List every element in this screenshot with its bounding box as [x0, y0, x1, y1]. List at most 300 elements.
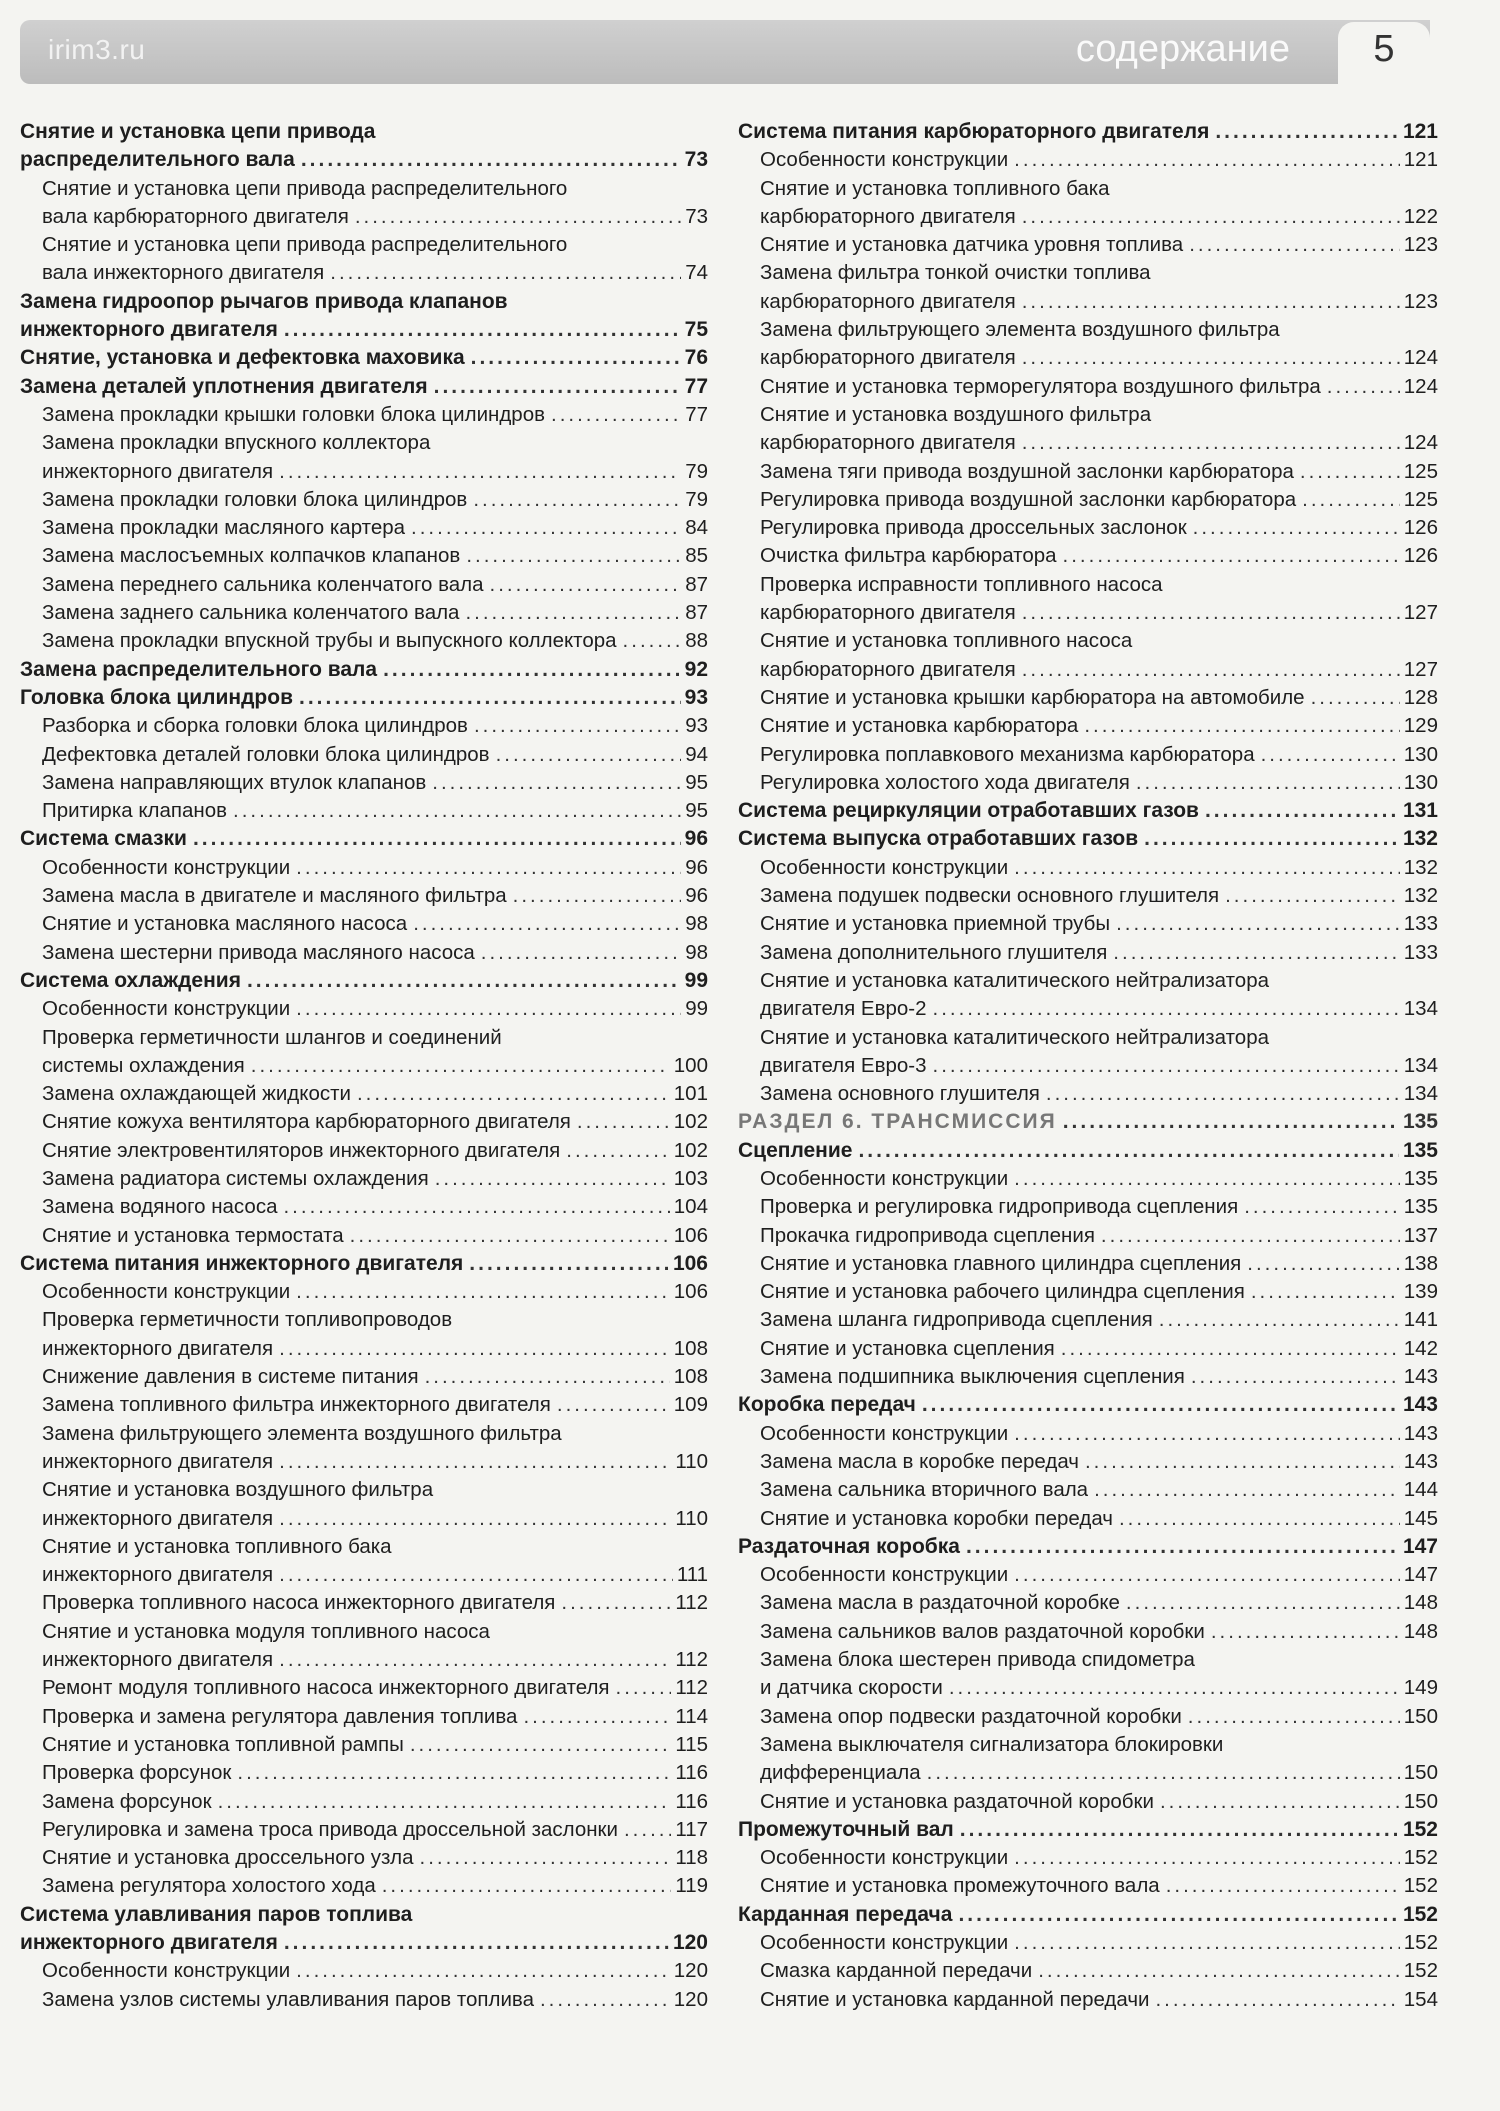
toc-subentry[interactable]: [738, 995, 1438, 1023]
dot-leader: [1014, 1420, 1400, 1448]
toc-entry-title: Замена дополнительного глушителя: [760, 940, 1108, 964]
toc-main-entry[interactable]: [20, 146, 708, 174]
toc-page-number: 152: [1402, 1902, 1438, 1926]
toc-subentry[interactable]: [20, 542, 708, 570]
dot-leader: [279, 458, 681, 486]
toc-subentry[interactable]: [20, 1193, 708, 1221]
toc-subentry[interactable]: [738, 741, 1438, 769]
toc-main-entry[interactable]: [738, 1391, 1438, 1419]
dot-leader: [1251, 1278, 1400, 1306]
toc-subentry[interactable]: [738, 1278, 1438, 1306]
toc-entry-title: Замена подшипника выключения сцепления: [760, 1365, 1185, 1389]
toc-subentry[interactable]: [738, 712, 1438, 740]
toc-page-number: 111: [676, 1563, 708, 1587]
dot-leader: [933, 1052, 1400, 1080]
toc-entry-title: Снятие и установка масляного насоса: [42, 912, 408, 936]
dot-leader: [471, 344, 681, 372]
toc-subentry[interactable]: [738, 1844, 1438, 1872]
toc-entry-title: Замена водяного насоса: [42, 1195, 278, 1219]
dot-leader: [1191, 1363, 1400, 1391]
toc-main-entry[interactable]: [738, 797, 1438, 825]
dot-leader: [1063, 542, 1400, 570]
toc-subentry[interactable]: [20, 1052, 708, 1080]
toc-entry-title: Проверка форсунок: [42, 1761, 232, 1785]
toc-subentry[interactable]: [20, 1646, 708, 1674]
toc-page-number: 95: [685, 770, 708, 794]
toc-subentry[interactable]: [738, 854, 1438, 882]
toc-subentry[interactable]: [738, 373, 1438, 401]
dot-leader: [1014, 1844, 1400, 1872]
toc-entry-title: Замена топливного фильтра инжекторного двигателя: [42, 1393, 551, 1417]
toc-page-number: 120: [673, 1987, 708, 2011]
dot-leader: [355, 203, 681, 231]
toc-page-number: 120: [672, 1931, 708, 1954]
toc-entry-title: Регулировка поплавкового механизма карбюратора: [760, 742, 1255, 766]
toc-subentry[interactable]: [738, 1193, 1438, 1221]
toc-page-number: 147: [1402, 1534, 1438, 1558]
toc-main-entry[interactable]: [20, 1250, 708, 1278]
toc-subentry[interactable]: [738, 1476, 1438, 1504]
toc-page-number: 85: [685, 544, 708, 568]
toc-page-number: 101: [673, 1082, 708, 1106]
toc-page-number: 109: [673, 1393, 708, 1417]
toc-subentry[interactable]: [20, 995, 708, 1023]
toc-page-number: 150: [1403, 1704, 1438, 1728]
toc-subentry[interactable]: [738, 1448, 1438, 1476]
toc-entry-title: Особенности конструкции: [760, 1846, 1009, 1870]
dot-leader: [551, 401, 681, 429]
toc-page-number: 79: [685, 459, 708, 483]
dot-leader: [481, 939, 681, 967]
toc-entry-title: Коробка передач: [738, 1393, 916, 1417]
toc-main-entry[interactable]: [738, 1137, 1438, 1165]
toc-page-number: 106: [673, 1280, 708, 1304]
toc-subentry[interactable]: [20, 203, 708, 231]
dot-leader: [1014, 146, 1400, 174]
toc-subentry[interactable]: [738, 910, 1438, 938]
toc-entry-title: системы охлаждения: [42, 1053, 245, 1077]
dot-leader: [1046, 1080, 1400, 1108]
toc-entry-title: Смазка карданной передачи: [760, 1959, 1033, 1983]
toc-subentry[interactable]: [738, 1872, 1438, 1900]
toc-subentry[interactable]: [738, 882, 1438, 910]
toc-page-number: 144: [1403, 1478, 1438, 1502]
toc-page-number: 128: [1403, 685, 1438, 709]
toc-entry-line: Замена фильтрующего элемента воздушного фильтра: [760, 318, 1280, 342]
toc-entry-line: Снятие и установка цепи привода: [20, 120, 376, 143]
toc-subentry[interactable]: [20, 1278, 708, 1306]
dot-leader: [279, 1505, 671, 1533]
toc-entry-title: Снятие и установка крышки карбюратора на автомобиле: [760, 685, 1305, 709]
dot-leader: [1113, 939, 1399, 967]
toc-entry-title: Снятие и установка раздаточной коробки: [760, 1789, 1154, 1813]
toc-entry-title: Проверка и регулировка гидропривода сцепления: [760, 1195, 1239, 1219]
toc-page-number: 135: [1402, 1138, 1438, 1162]
dot-leader: [1327, 373, 1400, 401]
toc-entry-title: Замена прокладки крышки головки блока цилиндров: [42, 402, 545, 426]
toc-subentry[interactable]: [20, 514, 708, 542]
toc-page-number: 135: [1402, 1110, 1438, 1134]
dot-leader: [279, 1561, 673, 1589]
toc-subentry[interactable]: [20, 1335, 708, 1363]
toc-subentry[interactable]: [738, 656, 1438, 684]
toc-subentry[interactable]: [20, 1137, 708, 1165]
toc-main-entry[interactable]: [20, 1929, 708, 1957]
toc-entry-title: карбюраторного двигателя: [760, 204, 1016, 228]
toc-subentry[interactable]: [20, 1448, 708, 1476]
dot-leader: [233, 797, 681, 825]
toc-subentry[interactable]: [738, 1986, 1438, 2014]
toc-entry-title: Замена регулятора холостого хода: [42, 1874, 376, 1898]
dot-leader: [432, 769, 681, 797]
toc-entry-title: инжекторного двигателя: [42, 1506, 274, 1530]
toc-page-number: 124: [1403, 431, 1438, 455]
dot-leader: [296, 1278, 670, 1306]
toc-subentry[interactable]: [20, 1957, 708, 1985]
toc-page-number: 112: [675, 1648, 708, 1672]
toc-entry-title: инжекторного двигателя: [20, 318, 278, 342]
toc-subentry[interactable]: [738, 486, 1438, 514]
toc-subentry[interactable]: [738, 1363, 1438, 1391]
dot-leader: [296, 1957, 670, 1985]
dot-leader: [561, 1589, 671, 1617]
toc-subentry[interactable]: [738, 1957, 1438, 1985]
dot-leader: [382, 1872, 672, 1900]
dot-leader: [434, 373, 681, 401]
toc-entry-title: двигателя Евро-3: [760, 1053, 927, 1077]
toc-subentry[interactable]: [20, 1222, 708, 1250]
toc-subentry[interactable]: [738, 514, 1438, 542]
toc-subentry[interactable]: [20, 1872, 708, 1900]
toc-subentry[interactable]: [738, 344, 1438, 372]
toc-entry-title: вала инжекторного двигателя: [42, 261, 325, 285]
toc-entry-title: Замена сальника вторичного вала: [760, 1478, 1089, 1502]
toc-main-entry[interactable]: [20, 656, 708, 684]
toc-subentry[interactable]: [738, 458, 1438, 486]
dot-leader: [1022, 656, 1400, 684]
toc-page-number: 87: [685, 601, 708, 625]
toc-page-number: 143: [1403, 1421, 1438, 1445]
toc-main-entry[interactable]: [20, 684, 708, 712]
toc-entry-line: Замена блока шестерен привода спидометра: [760, 1648, 1195, 1672]
toc-subentry[interactable]: [20, 571, 708, 599]
toc-right-column: [738, 118, 1438, 2014]
toc-subentry[interactable]: [738, 429, 1438, 457]
toc-subentry[interactable]: [20, 769, 708, 797]
toc-page-number: 154: [1403, 1987, 1438, 2011]
toc-entry-title: карбюраторного двигателя: [760, 657, 1016, 681]
dot-leader: [247, 967, 681, 995]
toc-page-number: 141: [1403, 1308, 1438, 1332]
toc-subentry[interactable]: [738, 1618, 1438, 1646]
site-name: irim3.ru: [48, 34, 146, 65]
toc-page-number: 132: [1403, 855, 1438, 879]
toc-entry-title: Прокачка гидропривода сцепления: [760, 1223, 1095, 1247]
toc-entry-title: Головка блока цилиндров: [20, 685, 293, 709]
toc-page-number: 134: [1403, 1082, 1438, 1106]
dot-leader: [566, 1137, 670, 1165]
toc-page-number: 118: [675, 1846, 708, 1870]
toc-entry-title: Замена подушек подвески основного глушителя: [760, 884, 1220, 908]
toc-subentry[interactable]: [20, 910, 708, 938]
toc-subentry[interactable]: [738, 203, 1438, 231]
toc-main-entry[interactable]: [20, 344, 708, 372]
toc-subentry[interactable]: [20, 486, 708, 514]
dot-leader: [933, 995, 1400, 1023]
dot-leader: [1188, 1703, 1400, 1731]
toc-subentry[interactable]: [20, 458, 708, 486]
toc-page-number: 102: [673, 1138, 708, 1162]
toc-entry-line: Снятие и установка цепи привода распределительного: [42, 233, 568, 257]
toc-subentry[interactable]: [738, 1674, 1438, 1702]
dot-leader: [949, 1674, 1400, 1702]
toc-subentry[interactable]: [20, 1674, 708, 1702]
toc-page-number: 150: [1403, 1789, 1438, 1813]
toc-subentry[interactable]: [20, 1703, 708, 1731]
toc-subentry[interactable]: [738, 1589, 1438, 1617]
toc-page-number: 112: [675, 1591, 708, 1615]
dot-leader: [1211, 1618, 1400, 1646]
toc-subentry[interactable]: [738, 1250, 1438, 1278]
toc-subentry[interactable]: [738, 1759, 1438, 1787]
toc-entry-line: Замена гидроопор рычагов привода клапанов: [20, 289, 508, 313]
dot-leader: [350, 1222, 670, 1250]
toc-entry-title: и датчика скорости: [760, 1676, 943, 1700]
toc-subentry[interactable]: [20, 939, 708, 967]
dot-leader: [1159, 1306, 1400, 1334]
toc-entry-title: Замена форсунок: [42, 1789, 212, 1813]
dot-leader: [858, 1137, 1398, 1165]
toc-entry-title: Замена узлов системы улавливания паров топлива: [42, 1987, 534, 2011]
toc-entry-title: Снятие и установка терморегулятора воздушного фильтра: [760, 374, 1321, 398]
toc-subentry[interactable]: [20, 1165, 708, 1193]
toc-subentry[interactable]: [738, 231, 1438, 259]
dot-leader: [1189, 231, 1400, 259]
dot-leader: [279, 1646, 671, 1674]
toc-entry-title: Снятие, установка и дефектовка маховика: [20, 346, 465, 370]
toc-page-number: 143: [1403, 1365, 1438, 1389]
dot-leader: [1155, 1986, 1399, 2014]
toc-entry-title: Особенности конструкции: [760, 1421, 1009, 1445]
toc-page-number: 125: [1403, 487, 1438, 511]
toc-entry-title: Система выпуска отработавших газов: [738, 827, 1139, 851]
toc-subentry[interactable]: [20, 1561, 708, 1589]
toc-subentry[interactable]: [20, 712, 708, 740]
toc-entry-title: Замена прокладки головки блока цилиндров: [42, 487, 468, 511]
toc-subentry[interactable]: [738, 1222, 1438, 1250]
toc-subentry[interactable]: [20, 1391, 708, 1419]
toc-entry-line: Снятие и установка топливного бака: [760, 176, 1110, 200]
toc-subentry[interactable]: [20, 1080, 708, 1108]
toc-main-entry[interactable]: [738, 825, 1438, 853]
toc-page-number: 123: [1403, 233, 1438, 257]
dot-leader: [960, 1816, 1399, 1844]
toc-subentry[interactable]: [20, 599, 708, 627]
toc-subentry[interactable]: [738, 939, 1438, 967]
toc-main-entry[interactable]: [20, 316, 708, 344]
toc-subentry[interactable]: [738, 1703, 1438, 1731]
toc-page-number: 149: [1403, 1676, 1438, 1700]
toc-entry-title: Снятие и установка топливной рампы: [42, 1732, 404, 1756]
toc-page-number: 93: [685, 714, 708, 738]
toc-subentry[interactable]: [20, 1788, 708, 1816]
dot-leader: [1247, 1250, 1400, 1278]
dot-leader: [1022, 344, 1400, 372]
toc-subentry[interactable]: [20, 1731, 708, 1759]
dot-leader: [330, 259, 681, 287]
toc-entry-title: Замена масла в коробке передач: [760, 1449, 1079, 1473]
dot-leader: [301, 146, 681, 174]
toc-subentry[interactable]: [738, 1080, 1438, 1108]
toc-subentry[interactable]: [20, 1505, 708, 1533]
toc-entry-line: Снятие и установка каталитического нейтрализатора: [760, 968, 1269, 992]
toc-page-number: 77: [685, 402, 708, 426]
dot-leader: [1022, 288, 1400, 316]
toc-subentry[interactable]: [738, 599, 1438, 627]
toc-entry-line: Снятие и установка цепи привода распределительного: [42, 176, 568, 200]
toc-entry-title: Снятие и установка главного цилиндра сцепления: [760, 1251, 1242, 1275]
toc-entry-title: Особенности конструкции: [760, 1166, 1009, 1190]
dot-leader: [296, 995, 681, 1023]
toc-entry-title: Замена распределительного вала: [20, 657, 378, 681]
dot-leader: [540, 1986, 670, 2014]
toc-main-entry[interactable]: [738, 1901, 1438, 1929]
toc-entry-title: Проверка топливного насоса инжекторного двигателя: [42, 1591, 556, 1615]
toc-entry-title: инжекторного двигателя: [42, 1449, 274, 1473]
dot-leader: [1205, 797, 1399, 825]
toc-subentry[interactable]: [20, 1816, 708, 1844]
toc-main-entry[interactable]: [20, 967, 708, 995]
toc-main-entry[interactable]: [20, 825, 708, 853]
toc-page-number: 147: [1403, 1563, 1438, 1587]
toc-page-number: 94: [685, 742, 708, 766]
dot-leader: [1225, 882, 1400, 910]
toc-entry-title: Замена прокладки впускной трубы и выпускного коллектора: [42, 629, 617, 653]
toc-section-heading[interactable]: [738, 1108, 1438, 1136]
toc-entry-title: карбюраторного двигателя: [760, 601, 1016, 625]
toc-subentry[interactable]: [738, 1929, 1438, 1957]
dot-leader: [193, 825, 681, 853]
dot-leader: [1014, 1165, 1400, 1193]
toc-page-number: 77: [684, 374, 708, 398]
toc-page-number: 121: [1403, 148, 1438, 172]
toc-subentry[interactable]: [738, 1505, 1438, 1533]
toc-entry-line: Система улавливания паров топлива: [20, 1902, 413, 1926]
toc-subentry[interactable]: [20, 627, 708, 655]
dot-leader: [513, 882, 682, 910]
toc-page-number: 96: [685, 855, 708, 879]
toc-subentry[interactable]: [20, 854, 708, 882]
toc-entry-line: Снятие и установка топливного бака: [42, 1534, 392, 1558]
toc-subentry[interactable]: [20, 882, 708, 910]
toc-page-number: 124: [1403, 346, 1438, 370]
toc-entry-title: Замена сальников валов раздаточной коробки: [760, 1619, 1205, 1643]
toc-entry-title: Регулировка холостого хода двигателя: [760, 770, 1130, 794]
toc-entry-title: Замена маслосъемных колпачков клапанов: [42, 544, 461, 568]
toc-subentry[interactable]: [738, 1788, 1438, 1816]
toc-subentry[interactable]: [738, 1052, 1438, 1080]
toc-entry-title: Регулировка привода воздушной заслонки карбюратора: [760, 487, 1297, 511]
dot-leader: [237, 1759, 671, 1787]
dot-leader: [284, 1929, 669, 1957]
toc-entry-title: Снятие и установка дроссельного узла: [42, 1846, 414, 1870]
toc-page-number: 145: [1403, 1506, 1438, 1530]
dot-leader: [425, 1363, 670, 1391]
dot-leader: [1085, 1448, 1400, 1476]
toc-page-number: 139: [1403, 1280, 1438, 1304]
toc-entry-title: инжекторного двигателя: [42, 1648, 274, 1672]
toc-subentry[interactable]: [20, 1589, 708, 1617]
dot-leader: [927, 1759, 1400, 1787]
toc-subentry[interactable]: [20, 401, 708, 429]
dot-leader: [383, 656, 681, 684]
toc-page-number: 102: [673, 1110, 708, 1134]
toc-entry-title: Замена шестерни привода масляного насоса: [42, 940, 475, 964]
toc-subentry[interactable]: [738, 1165, 1438, 1193]
toc-page-number: 138: [1403, 1251, 1438, 1275]
toc-subentry[interactable]: [20, 1108, 708, 1136]
toc-subentry[interactable]: [738, 146, 1438, 174]
toc-entry-title: Замена охлаждающей жидкости: [42, 1082, 351, 1106]
toc-entry-title: Замена направляющих втулок клапанов: [42, 770, 427, 794]
toc-page-number: 125: [1403, 459, 1438, 483]
toc-page-number: 133: [1403, 940, 1438, 964]
toc-main-entry[interactable]: [20, 373, 708, 401]
toc-entry-title: Особенности конструкции: [42, 855, 291, 879]
toc-entry-title: Замена тяги привода воздушной заслонки карбюратора: [760, 459, 1294, 483]
toc-entry-title: Снижение давления в системе питания: [42, 1365, 419, 1389]
toc-page-number: 104: [673, 1195, 708, 1219]
toc-page-number: 148: [1403, 1591, 1438, 1615]
toc-entry-line: Снятие и установка воздушного фильтра: [760, 402, 1152, 426]
toc-subentry[interactable]: [738, 684, 1438, 712]
toc-subentry[interactable]: [738, 542, 1438, 570]
toc-entry-title: дифференциала: [760, 1761, 921, 1785]
toc-subentry[interactable]: [738, 1335, 1438, 1363]
toc-subentry[interactable]: [20, 1844, 708, 1872]
toc-subentry[interactable]: [738, 1561, 1438, 1589]
toc-subentry[interactable]: [738, 1420, 1438, 1448]
toc-page-number: 122: [1403, 204, 1438, 228]
toc-entry-title: Снятие и установка карбюратора: [760, 714, 1079, 738]
toc-page-number: 74: [685, 261, 708, 285]
toc-subentry[interactable]: [738, 1306, 1438, 1334]
toc-page-number: 108: [673, 1365, 708, 1389]
dot-leader: [1116, 910, 1400, 938]
toc-subentry[interactable]: [20, 1759, 708, 1787]
toc-page-number: 96: [684, 827, 708, 851]
toc-entry-title: Ремонт модуля топливного насоса инжекторного двигателя: [42, 1676, 610, 1700]
toc-entry-title: Система рециркуляции отработавших газов: [738, 799, 1199, 823]
toc-subentry[interactable]: [20, 741, 708, 769]
toc-page-number: 98: [685, 940, 708, 964]
toc-subentry[interactable]: [738, 288, 1438, 316]
toc-entry-title: карбюраторного двигателя: [760, 289, 1016, 313]
toc-page-number: 84: [685, 516, 708, 540]
toc-subentry[interactable]: [20, 1363, 708, 1391]
toc-main-entry[interactable]: [738, 1816, 1438, 1844]
toc-subentry[interactable]: [20, 797, 708, 825]
toc-entry-title: Снятие и установка датчика уровня топлива: [760, 233, 1184, 257]
toc-subentry[interactable]: [20, 1986, 708, 2014]
dot-leader: [623, 627, 682, 655]
toc-entry-line: Проверка герметичности топливопроводов: [42, 1308, 453, 1332]
toc-subentry[interactable]: [738, 769, 1438, 797]
toc-main-entry[interactable]: [738, 1533, 1438, 1561]
toc-subentry[interactable]: [20, 259, 708, 287]
toc-entry-title: Замена переднего сальника коленчатого вала: [42, 572, 484, 596]
toc-main-entry[interactable]: [738, 118, 1438, 146]
